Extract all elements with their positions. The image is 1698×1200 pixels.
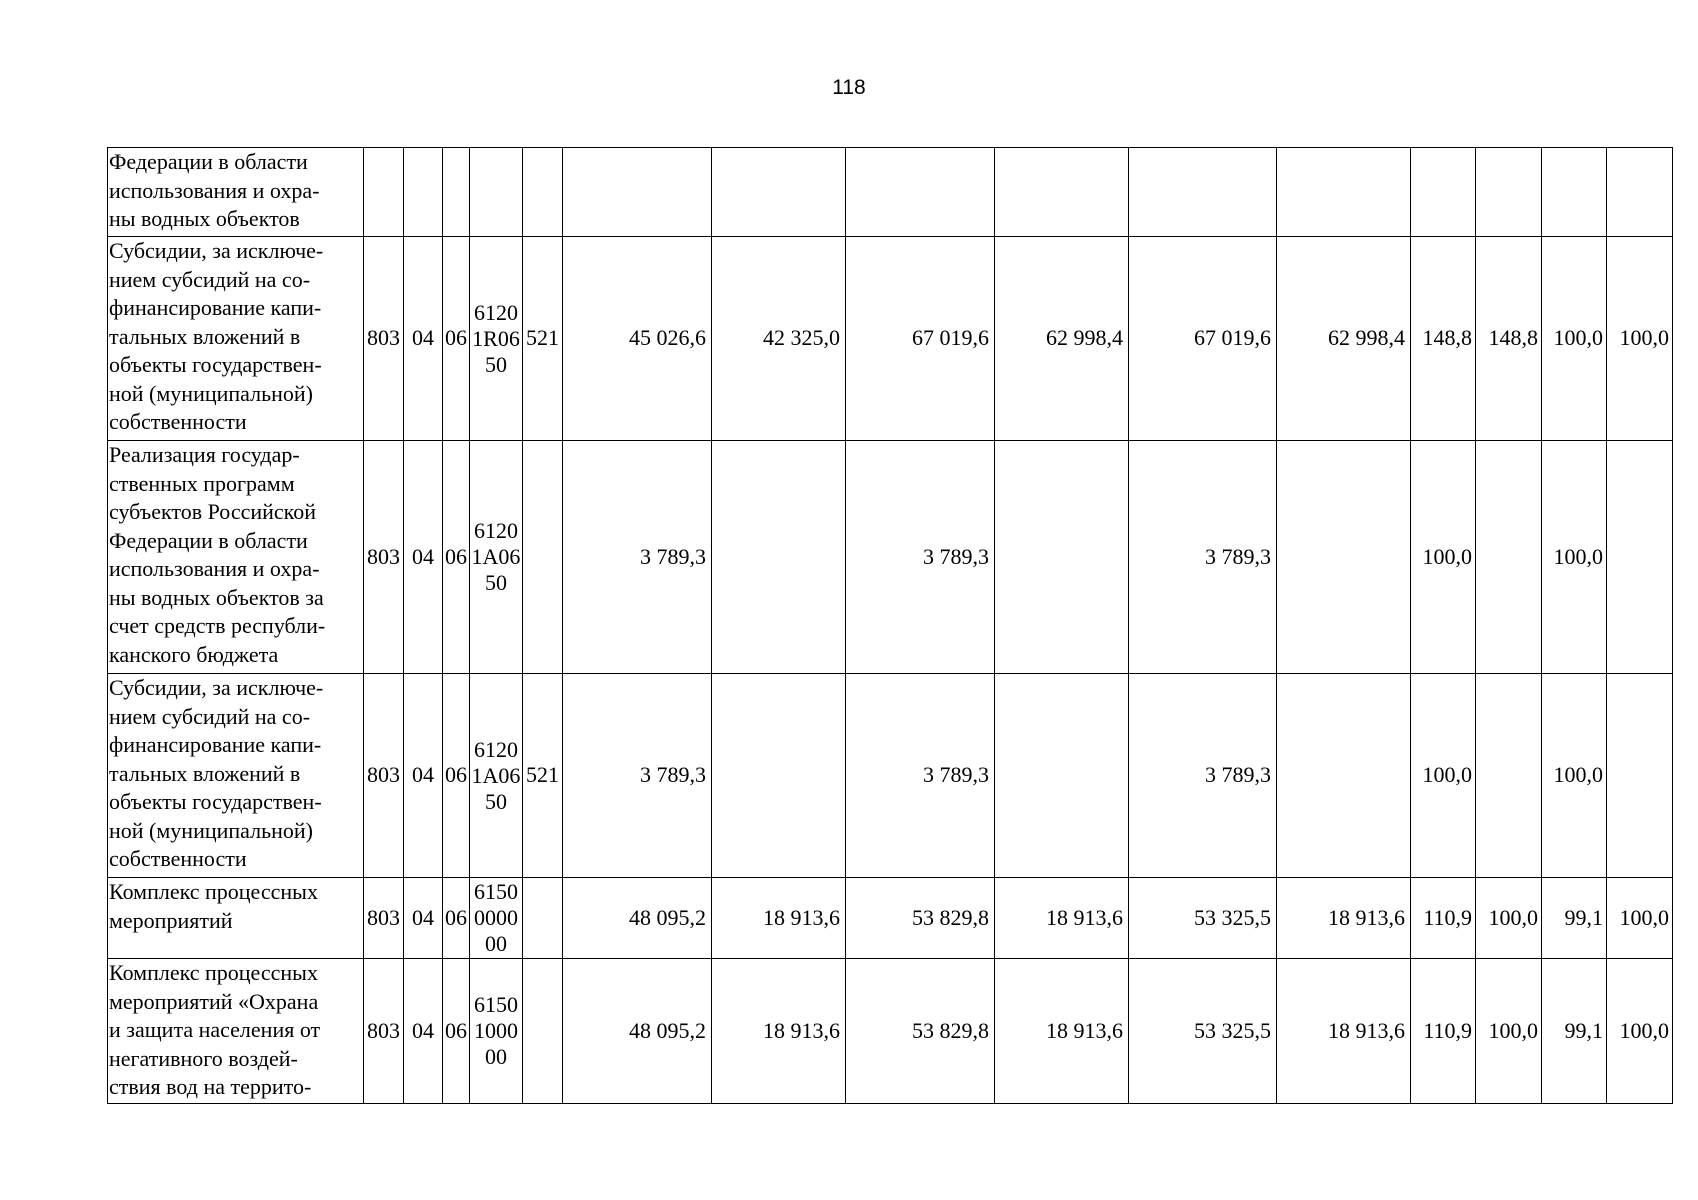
item-name-line: мероприятий (109, 907, 233, 933)
amount-cell (712, 674, 846, 878)
section-code-cell: 04 (404, 441, 443, 674)
amount-cell (995, 148, 1129, 237)
item-name-line: нием субсидий на со- (109, 703, 311, 729)
percent-cell: 110,9 (1411, 959, 1476, 1104)
item-name-line: использования и охра- (109, 177, 320, 203)
subsection-code-cell (443, 148, 470, 237)
percent-cell: 99,1 (1542, 878, 1607, 959)
target-article-cell: 6120 1A06 50 (470, 441, 523, 674)
amount-cell (995, 674, 1129, 878)
grbs-code-cell: 803 (364, 237, 404, 441)
item-name-line: счет средств республи- (109, 613, 326, 638)
percent-cell: 100,0 (1476, 878, 1542, 959)
item-name-line: и защита населения от (109, 1017, 321, 1042)
amount-cell (1129, 148, 1277, 237)
percent-cell (1411, 148, 1476, 237)
amount-cell: 18 913,6 (1277, 959, 1411, 1104)
section-code-cell (404, 148, 443, 237)
subsection-code-cell: 06 (443, 959, 470, 1104)
item-name-line: Субсидии, за исключе- (109, 238, 324, 263)
item-name-line: тальных вложений в (109, 760, 301, 786)
expense-type-cell: 521 (523, 237, 563, 441)
budget-table (107, 147, 1673, 1104)
expense-type-cell (523, 441, 563, 674)
amount-cell: 48 095,2 (563, 959, 712, 1104)
amount-cell (563, 148, 712, 237)
item-name-cell (108, 441, 364, 674)
amount-cell: 18 913,6 (712, 878, 846, 959)
grbs-code-cell: 803 (364, 441, 404, 674)
section-code-cell: 04 (404, 674, 443, 878)
item-name-line: объекты государствен- (109, 789, 322, 814)
section-code-cell: 04 (404, 237, 443, 441)
page-number: 118 (832, 76, 866, 99)
item-name-line: канского бюджета (109, 641, 279, 667)
percent-cell: 100,0 (1476, 959, 1542, 1104)
amount-cell: 45 026,6 (563, 237, 712, 441)
item-name-line: тальных вложений в (109, 323, 301, 349)
percent-cell: 100,0 (1411, 441, 1476, 674)
amount-cell: 67 019,6 (846, 237, 995, 441)
item-name-line: финансирование капи- (109, 295, 322, 320)
item-name-line: ны водных объектов (109, 206, 300, 231)
item-name-line: Комплекс процессных (109, 879, 318, 904)
item-name-line: использования и охра- (109, 556, 320, 581)
amount-cell (995, 441, 1129, 674)
item-name-cell (108, 674, 364, 878)
amount-cell (1277, 674, 1411, 878)
table-row (108, 237, 1673, 441)
table-row (108, 674, 1673, 878)
item-name-line: Субсидии, за исключе- (109, 675, 324, 700)
item-name-cell (108, 878, 364, 959)
grbs-code-cell: 803 (364, 878, 404, 959)
percent-cell (1607, 148, 1673, 237)
percent-cell: 100,0 (1542, 674, 1607, 878)
percent-cell (1607, 674, 1673, 878)
item-name-line: собственности (109, 409, 247, 434)
percent-cell (1476, 148, 1542, 237)
item-name-line: ной (муниципальной) (109, 380, 314, 406)
percent-cell: 110,9 (1411, 878, 1476, 959)
percent-cell: 100,0 (1542, 441, 1607, 674)
percent-cell (1607, 441, 1673, 674)
item-name-cell (108, 959, 364, 1104)
amount-cell: 18 913,6 (995, 959, 1129, 1104)
percent-cell (1542, 148, 1607, 237)
expense-type-cell (523, 959, 563, 1104)
amount-cell: 3 789,3 (1129, 441, 1277, 674)
amount-cell: 42 325,0 (712, 237, 846, 441)
amount-cell: 18 913,6 (995, 878, 1129, 959)
item-name-cell (108, 148, 364, 237)
percent-cell: 100,0 (1607, 237, 1673, 441)
grbs-code-cell: 803 (364, 959, 404, 1104)
percent-cell (1476, 674, 1542, 878)
amount-cell (1277, 441, 1411, 674)
amount-cell: 3 789,3 (1129, 674, 1277, 878)
item-name-line: финансирование капи- (109, 732, 322, 757)
table-row (108, 148, 1673, 237)
amount-cell (712, 148, 846, 237)
expense-type-cell (523, 148, 563, 237)
amount-cell: 67 019,6 (1129, 237, 1277, 441)
item-name-cell (108, 237, 364, 441)
item-name-line: Федерации в области (109, 527, 308, 553)
percent-cell: 100,0 (1411, 674, 1476, 878)
item-name-line: Федерации в области (109, 149, 308, 174)
amount-cell: 18 913,6 (712, 959, 846, 1104)
item-name-line: ствия вод на террито- (109, 1074, 312, 1099)
item-name-line: ны водных объектов за (109, 584, 324, 610)
subsection-code-cell: 06 (443, 441, 470, 674)
table-row (108, 441, 1673, 674)
amount-cell: 48 095,2 (563, 878, 712, 959)
item-name-line: нием субсидий на со- (109, 266, 311, 292)
amount-cell: 53 829,8 (846, 878, 995, 959)
grbs-code-cell: 803 (364, 674, 404, 878)
item-name-line: ной (муниципальной) (109, 817, 314, 843)
item-name-line: субъектов Российской (109, 499, 317, 524)
amount-cell (846, 148, 995, 237)
target-article-cell: 6120 1R06 50 (470, 237, 523, 441)
table-row (108, 959, 1673, 1104)
item-name-line: Комплекс процессных (109, 960, 318, 985)
percent-cell: 99,1 (1542, 959, 1607, 1104)
subsection-code-cell: 06 (443, 878, 470, 959)
percent-cell: 100,0 (1607, 878, 1673, 959)
amount-cell: 3 789,3 (846, 441, 995, 674)
target-article-cell (470, 148, 523, 237)
item-name-line: мероприятий «Охрана (109, 988, 319, 1014)
expense-type-cell: 521 (523, 674, 563, 878)
amount-cell: 62 998,4 (995, 237, 1129, 441)
item-name-line: собственности (109, 846, 247, 871)
percent-cell (1476, 441, 1542, 674)
item-name-line: Реализация государ- (109, 442, 300, 467)
target-article-cell: 6120 1A06 50 (470, 674, 523, 878)
amount-cell: 3 789,3 (563, 441, 712, 674)
amount-cell (712, 441, 846, 674)
amount-cell: 3 789,3 (846, 674, 995, 878)
expense-type-cell (523, 878, 563, 959)
amount-cell: 62 998,4 (1277, 237, 1411, 441)
amount-cell: 53 325,5 (1129, 959, 1277, 1104)
item-name-line: ственных программ (109, 470, 295, 496)
section-code-cell: 04 (404, 878, 443, 959)
percent-cell: 148,8 (1476, 237, 1542, 441)
amount-cell: 18 913,6 (1277, 878, 1411, 959)
amount-cell: 53 829,8 (846, 959, 995, 1104)
percent-cell: 100,0 (1607, 959, 1673, 1104)
table-row (108, 878, 1673, 959)
section-code-cell: 04 (404, 959, 443, 1104)
percent-cell: 148,8 (1411, 237, 1476, 441)
target-article-cell: 6150 1000 00 (470, 959, 523, 1104)
amount-cell: 3 789,3 (563, 674, 712, 878)
item-name-line: объекты государствен- (109, 352, 322, 377)
item-name-line: негативного воздей- (109, 1045, 298, 1071)
grbs-code-cell (364, 148, 404, 237)
subsection-code-cell: 06 (443, 237, 470, 441)
amount-cell (1277, 148, 1411, 237)
target-article-cell: 6150 0000 00 (470, 878, 523, 959)
subsection-code-cell: 06 (443, 674, 470, 878)
amount-cell: 53 325,5 (1129, 878, 1277, 959)
percent-cell: 100,0 (1542, 237, 1607, 441)
